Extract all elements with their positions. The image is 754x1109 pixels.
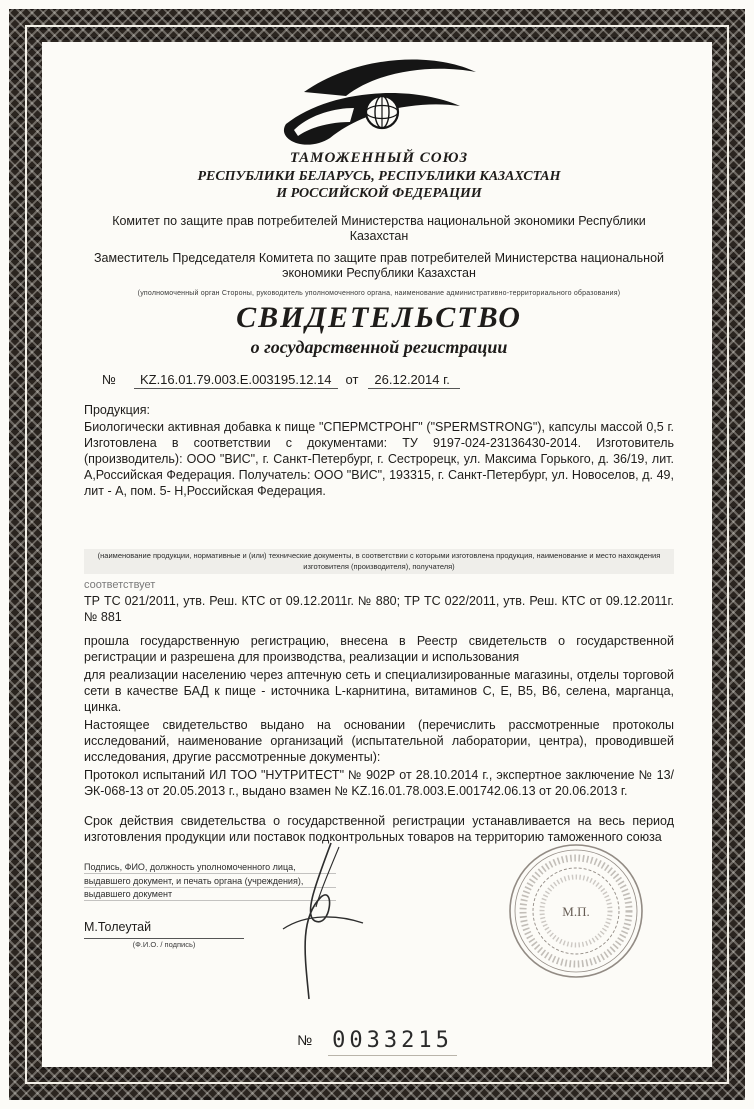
signature-scribble-icon [269, 837, 369, 1007]
signer-name: М.Толеутай [84, 919, 152, 934]
registration-number: KZ.16.01.79.003.Е.003195.12.14 [134, 372, 338, 389]
product-footnote: (наименование продукции, нормативные и (или) технические документы, в соответствии с которыми изготовлена продукция, наименование и место нахождения изготовителя (производителя), получателя) [84, 549, 674, 574]
union-title-block [84, 150, 674, 202]
signature-caption: (Ф.И.О. / подпись) [84, 938, 244, 949]
footer-number-sign: № [297, 1032, 313, 1048]
validity-paragraph: Срок действия свидетельства о государственной регистрации устанавливается на весь период изготовления продукции или поставок подконтрольных товаров на территорию таможенного союза [84, 814, 674, 844]
round-stamp-icon [496, 839, 656, 989]
basis-details-paragraph: Протокол испытаний ИЛ ТОО "НУТРИТЕСТ" № 902Р от 28.10.2014 г., экспертное заключение № 13/ЭК-068-13 от 20.05.2013 г., выдано взамен № KZ.16.01.78.003.Е.001742.06.13 от 20.06.2013 г. [84, 768, 674, 798]
conformity-label: соответствует [84, 579, 156, 591]
bird-globe-emblem-icon [264, 50, 494, 146]
number-sign: № [102, 372, 116, 387]
committee-name: Комитет по защите прав потребителей Министерства национальной экономики Республики Казахстан [112, 214, 646, 244]
basis-intro-paragraph: Настоящее свидетельство выдано на основании (перечислить рассмотренные протоколы исследований, наименование организаций (испытательной лаборатории, центра), проводившей исследования, другие рассмотренные документы): [84, 718, 674, 764]
signature-area [84, 861, 674, 1011]
union-line1: ТАМОЖЕННЫЙ СОЮЗ [289, 150, 469, 166]
certificate-title: СВИДЕТЕЛЬСТВО [236, 301, 522, 334]
union-line2: РЕСПУБЛИКИ БЕЛАРУСЬ, РЕСПУБЛИКИ КАЗАХСТАН [197, 169, 561, 184]
conformity-regulations: ТР ТС 021/2011, утв. Реш. КТС от 09.12.2011г. № 880; ТР ТС 022/2011, утв. Реш. КТС от 09.12.2011г. № 881 [84, 594, 674, 624]
registration-number-line [84, 372, 674, 387]
usage-paragraph: для реализации населению через аптечную сеть и специализированные магазины, отделы торговой сети в качестве БАД к пище - источника L-карнитина, витаминов С, Е, В5, В6, селена, марганца, цинка. [84, 668, 674, 714]
authority-footnote: (уполномоченный орган Стороны, руководитель уполномоченного органа, наименование административно-территориального образования) [137, 290, 621, 297]
document-number: 0033215 [328, 1028, 457, 1056]
product-description: Биологически активная добавка к пище "СПЕРМСТРОНГ" ("SPERMSTRONG"), капсулы массой 0,5 г. Изготовлена в соответствии с документами: ТУ 9197-024-23136430-2014. Изготовитель (производитель): ООО "ВИС", г. Санкт-Петербург, г. Сестрорецк, ул. Максима Горького, д. 36/19, лит. А,Российская Федерация. Получатель: ООО "ВИС", 193315, г. Санкт-Петербург, ул. Новоселов, д. 49, лит - А, пом. 5- Н,Российская Федерация. [84, 420, 674, 498]
deputy-head-title: Заместитель Председателя Комитета по защите прав потребителей Министерства национальной экономики Республики Казахстан [93, 250, 664, 280]
stamp-label: М.П. [562, 904, 590, 919]
registered-paragraph: прошла государственную регистрацию, внесена в Реестр свидетельств о государственной регистрации и разрешена для производства, реализации и использования [84, 634, 674, 664]
certificate-subtitle: о государственной регистрации [250, 337, 508, 357]
of-word: от [345, 372, 359, 387]
registration-date: 26.12.2014 г. [368, 372, 459, 389]
union-line3: И РОССИЙСКОЙ ФЕДЕРАЦИИ [276, 186, 482, 201]
document-number-line [42, 1028, 712, 1053]
signature-note: Подпись, ФИО, должность уполномоченного лица, выдавшего документ, и печать органа (учреждения), выдавшего документ [84, 861, 336, 902]
product-label: Продукция: [84, 403, 151, 417]
certificate-body [42, 42, 712, 1067]
